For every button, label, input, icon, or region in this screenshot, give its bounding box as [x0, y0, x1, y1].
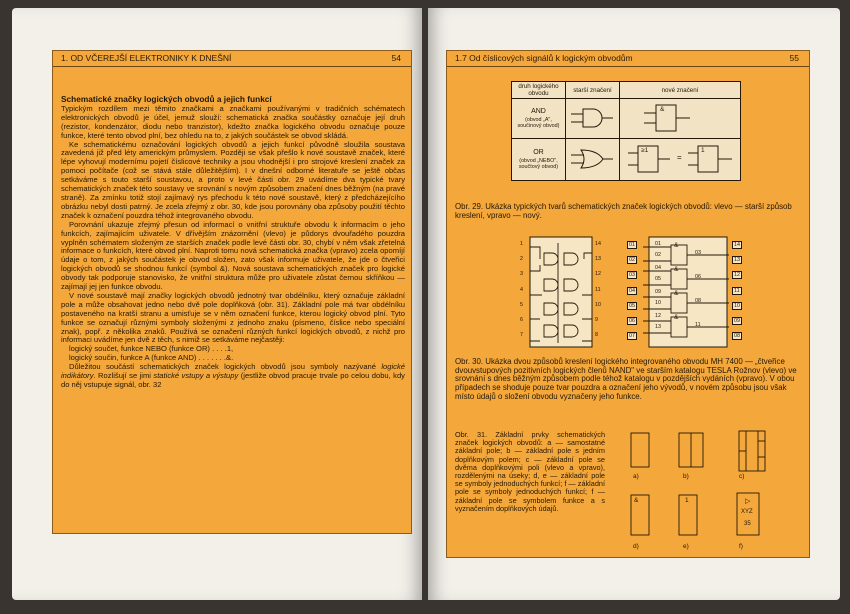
ic-pin-right: 12: [734, 272, 740, 279]
left-header-title: 1. OD VČEREJŠÍ ELEKTRONIKY K DNEŠNÍ: [61, 53, 232, 63]
ic-pin-right: 08: [734, 333, 740, 340]
figure-30-caption: Obr. 30. Ukázka dvou způsobů kreslení logického integrovaného obvodu MH 7400 — „čtveřice dvouvstupových pozitivních logických členů NAND" ve starším katalogu TESLA Rožnov (vlevo) ve srovnání s dnes běžným způsobem podle téhož katalogu v pozdějších vydáních (vpravo). V obou případech se shoduje pouze tvar pouzdra a označení jeho vývodů, v novém způsobu jsou však místo údajů o složení obvodu vyznačeny jeho funkce.: [455, 357, 797, 401]
pin-number-right: 10: [595, 301, 601, 308]
ic-inner-label: 10: [655, 300, 661, 306]
ic-pin-left: 07: [629, 333, 635, 340]
pin-number-left: 7: [520, 332, 523, 339]
symbol-d: &: [634, 497, 639, 504]
figure-31-label: c): [739, 473, 745, 480]
or-alt-symbol-label: 1: [701, 146, 705, 154]
pin-number-right: 9: [595, 317, 598, 323]
ic-pin-right: 14: [734, 242, 740, 248]
old-or-gate-icon: [569, 146, 615, 172]
pin-number-right: 11: [595, 286, 601, 293]
pin-number-left: 2: [520, 256, 523, 263]
right-page-frame: [446, 50, 810, 558]
paragraph: V nové soustavě mají značky logických obvodů jednotný tvar obdélníku, který označuje základní pole a může obsahovat jedno nebo dvě pole doplňková (obr. 31). Základní pole má tvar obdélníku postaveného na kratší stranu a umisťuje se v něm označení funkce, kterou logický obvod plní. Tyto funkce se označují různými symboly složenými z jednoho znaku (písmeno, číslice nebo speciální znak), popř. z několika znaků. Používá se označení různých funkcí logických obvodů, z nichž pro informaci uvádíme jen dvě z těch, s nimiž se setkáváme nejčastěji:: [61, 290, 405, 345]
right-page-header: [447, 51, 809, 67]
new-and-gate-icon: [642, 103, 692, 133]
symbol-f-mid: XYZ: [741, 509, 753, 515]
section-heading: Schematické značky logických obvodů a jejich funkcí: [61, 94, 272, 104]
table-header: druh logického obvodu: [512, 82, 566, 99]
ic-inner-label: 13: [655, 324, 661, 330]
symbol-f-bottom: 35: [744, 521, 751, 527]
ic-inner-label: 01: [655, 241, 661, 247]
ic-pin-right: 09: [734, 318, 740, 324]
pin-number-right: 13: [595, 256, 601, 263]
list-item: logický součin, funkce A (funkce AND) . . . . . . .&.: [69, 353, 234, 363]
ic-inner-label: 08: [695, 298, 701, 304]
table-cell-type: [512, 139, 566, 181]
ic-inner-label: 03: [695, 250, 701, 256]
left-page-frame: [52, 50, 412, 534]
table-header: starší značení: [565, 82, 619, 99]
basic-field-a: [631, 433, 649, 467]
new-or-symbol: [620, 139, 741, 181]
text-run: Důležitou součástí schematických značek logických obvodů jsou symboly nazývané: [69, 362, 382, 372]
ic-inner-label: 09: [655, 289, 661, 295]
left-page-header: [53, 51, 411, 67]
old-and-symbol: [565, 99, 619, 139]
ic-inner-label: 11: [695, 322, 701, 328]
right-page: [428, 8, 840, 600]
right-header-title: 1.7 Od číslicových signálů k logickým obvodům: [455, 53, 633, 63]
text-run: (jestliže obvod pracuje trvale po celou dobu, kdy do něj vstupuje signál, obr. 32: [61, 371, 405, 389]
figure-31-label: a): [633, 473, 639, 480]
gate-amp-symbol: &: [674, 290, 679, 297]
text-run: . Rozlišují se jimi: [93, 371, 154, 381]
figure-31-label: f): [739, 543, 743, 550]
table-header: nové značení: [620, 82, 741, 99]
figure-31-label: e): [683, 543, 689, 550]
old-or-symbol: [565, 139, 619, 181]
ic-pin-left: 06: [629, 318, 635, 324]
ic-inner-label: 06: [695, 274, 701, 280]
left-page: [12, 8, 422, 600]
paragraph: Porovnání ukazuje zřejmý přesun od informací o vnitřní struktuře obvodu k informacím o jeho funkcích, zajímajícím uživatele. V dřívějším znázornění (vlevo) je půdorys dvouřadého pouzdra vyplněn schématem složeným ze starších značek podle levé části obr. 30, chybí v něm však zřetelná informace o funkcích, které obvod plní. Naproti tomu nová schematická značka (vpravo) zcela opomíjí údaje o tom, z jakých součástek je obvod složen, zato však informuje uživatele, že jde o čtveřici logických obvodů se shodnou funkcí (symbol &). Nová soustava schematických značek pro logické obvody tak podporuje stanovisko, že vnitřní struktura může pro uživatele zůstat černou skříňkou — zajímají jej jen funkce obvodu.: [61, 219, 405, 292]
paragraph-final: [61, 363, 405, 390]
pin-number-left: 3: [520, 271, 523, 278]
ic-inner-label: 12: [655, 313, 661, 319]
ic-pin-right: 11: [734, 287, 740, 294]
gate-name: OR: [533, 149, 544, 156]
pin-number-right: 14: [595, 241, 601, 247]
equals-sign: =: [677, 152, 682, 162]
or-symbol-label: ≥1: [641, 146, 649, 154]
ic-inner-label: 04: [655, 265, 661, 271]
gate-amp-symbol: &: [674, 314, 679, 321]
gate-name: AND: [531, 108, 546, 115]
figure-29-table: [511, 81, 741, 181]
figure-31-label: d): [633, 543, 639, 550]
old-and-gate-icon: [569, 105, 615, 131]
list-item: logický součet, funkce NEBO (funkce OR) . . . .1,: [69, 344, 234, 354]
new-and-symbol: [620, 99, 741, 139]
and-symbol-label: &: [660, 105, 665, 113]
ic-inner-label: 02: [655, 252, 661, 258]
left-page-number: 54: [391, 53, 401, 63]
pin-number-left: 6: [520, 317, 523, 323]
symbol-e: 1: [685, 497, 689, 504]
left-page-body: [61, 95, 405, 390]
ic-pin-left: 03: [629, 272, 635, 279]
ic-pin-left: 02: [629, 257, 635, 264]
gate-amp-symbol: &: [674, 266, 679, 273]
figure-31-diagram: [615, 427, 795, 545]
gate-amp-symbol: &: [674, 242, 679, 249]
pin-number-left: 1: [520, 241, 523, 247]
italic-term: logické indikátory: [61, 362, 405, 381]
paragraph: Typickým rozdílem mezi těmito značkami a značkami používanými v tradičních schématech elektronických obvodů je účel, jemuž slouží: schematická značka součástky označuje její druh (rezistor, kondenzátor, diodu nebo tranzistor), kdežto značka logického obvodu označuje pouze funkce, které tento obvod plní, bez ohledu na to, z jakých součástek se obvod skládá.: [61, 103, 405, 140]
gate-desc: (obvod „A", součinový obvod): [517, 117, 560, 129]
right-page-number: 55: [789, 53, 799, 63]
ic-pin-right: 10: [734, 302, 740, 309]
symbol-f-top: ▷: [745, 498, 751, 505]
figure-31-label: b): [683, 473, 689, 480]
pin-number-right: 8: [595, 332, 598, 339]
ic-inner-label: 05: [655, 276, 661, 282]
pin-number-left: 5: [520, 301, 523, 308]
figure-31-caption: Obr. 31. Základní prvky schematických značek logických obvodů: a — samostatné základní pole; b — základní pole s jedním doplňkovým polem; c — základní pole se dvěma doplňkovými poli (vlevo a vpravo), rozdělenými na úseky; d, e — základní pole se symboly jednoduchých funkcí; f — základní pole se symboly jednoduchých funkcí; f — základní pole se symbolem funkce a s vyznačením doplňkových údajů.: [455, 430, 605, 513]
figure-30-old-ic-diagram: [512, 233, 607, 351]
paragraph: Ke schematickému označování logických obvodů a jejich funkcí původně sloužila soustava zavedená již před léty americkým průmyslem. Později se však přešlo k nové soustavě značek, které lépe vyhovují modernímu pojetí číslicové techniky a jsou vhodnější i pro strojové kreslení značek za pomoci počítače (což se stává stále důležitějším). I v dnešní odborné literatuře se ještě občas setkáváme s touto starší soustavou, a proto v levé části obr. 29 uvádíme dva typické tvary schematických značek této soustavy ve srovnání s novým způsobem značení dnes běžným (na pravé straně). Za zmínku totiž stojí zajímavý rys přechodu k této nové soustavě, který z předcházejícího obrázku nebyl dosti patrný. Je zcela zřejmý z obr. 30, kde jsou porovnány oba způsoby použití těchto značek k označení pouzdra téhož integrovaného obvodu.: [61, 139, 405, 220]
ic-pin-left: 04: [629, 287, 635, 294]
pin-number-right: 12: [595, 271, 601, 278]
table-cell-type: [512, 99, 566, 139]
pin-number-left: 4: [520, 286, 523, 293]
ic-pin-right: 13: [734, 257, 740, 264]
ic-pin-left: 01: [629, 242, 635, 248]
figure-29-caption: Obr. 29. Ukázka typických tvarů schematických značek logických obvodů: vlevo — starší způsob kreslení, vpravo — nový.: [455, 202, 792, 220]
gate-desc: (obvod „NEBO", součtový obvod): [518, 158, 559, 170]
italic-term: statické vstupy a výstupy: [153, 371, 239, 381]
ic-pin-left: 05: [629, 302, 635, 309]
